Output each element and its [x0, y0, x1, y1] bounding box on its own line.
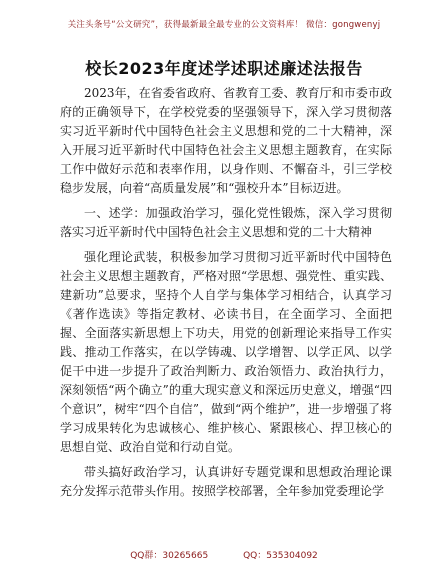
qq-number: QQ：535304092	[243, 551, 318, 561]
promo-banner: 关注头条号“公文研究”，获得最新最全最专业的公文资料库！ 微信：gongwenyj	[67, 20, 381, 30]
document-title: 校长2023年度述学述职述廉述法报告	[85, 59, 363, 78]
paragraph-intro: 2023年，在省委省政府、省教育工委、教育厅和市委市政府的正确领导下，在学校党委的坚强领导下，深入学习贯彻落实习近平新时代中国特色社会主义思想和党的二十大精神，深入开展习近平新时代中国特色社会主义思想主题教育，在实际工作中做好示范和表率作用，以身作则、不懈奋斗，引三学校稳步发展，向着“高质量发展”和“强校升本”目标迈进。	[60, 86, 392, 195]
contact-footer	[0, 548, 448, 561]
paragraph-study: 带头搞好政治学习，认真讲好专题党课和思想政治理论课充分发挥示范带头作用。按照学校部署，全年参加党委理论学	[60, 465, 392, 498]
document-body	[60, 84, 392, 507]
qq-group-number: QQ群：30265665	[130, 551, 209, 561]
section-heading-1: 一、述学：加强政治学习，强化党性锻炼，深入学习贯彻落实习近平新时代中国特色社会主义思想和党的二十大精神	[60, 206, 392, 239]
paragraph-theory: 强化理论武装，积极参加学习贯彻习近平新时代中国特色社会主义思想主题教育，严格对照“学思想、强党性、重实践、建新功”总要求，坚持个人自学与集体学习相结合，认真学习《著作选读》等指定教材、必读书目，在全面学习、全面把握、全面落实新思想上下功夫，用党的创新理论来指导工作实践、推动工作落实，在以学铸魂、以学增智、以学正风、以学促干中进一步提升了政治判断力、政治领悟力、政治执行力，深刻领悟“两个确立”的重大现实意义和深远历史意义，增强“四个意识”，树牢“四个自信”，做到“两个维护”，进一步增强了将学习成果转化为忠诚核心、维护核心、紧跟核心、捍卫核心的思想自觉、政治自觉和行动自觉。	[60, 250, 392, 454]
